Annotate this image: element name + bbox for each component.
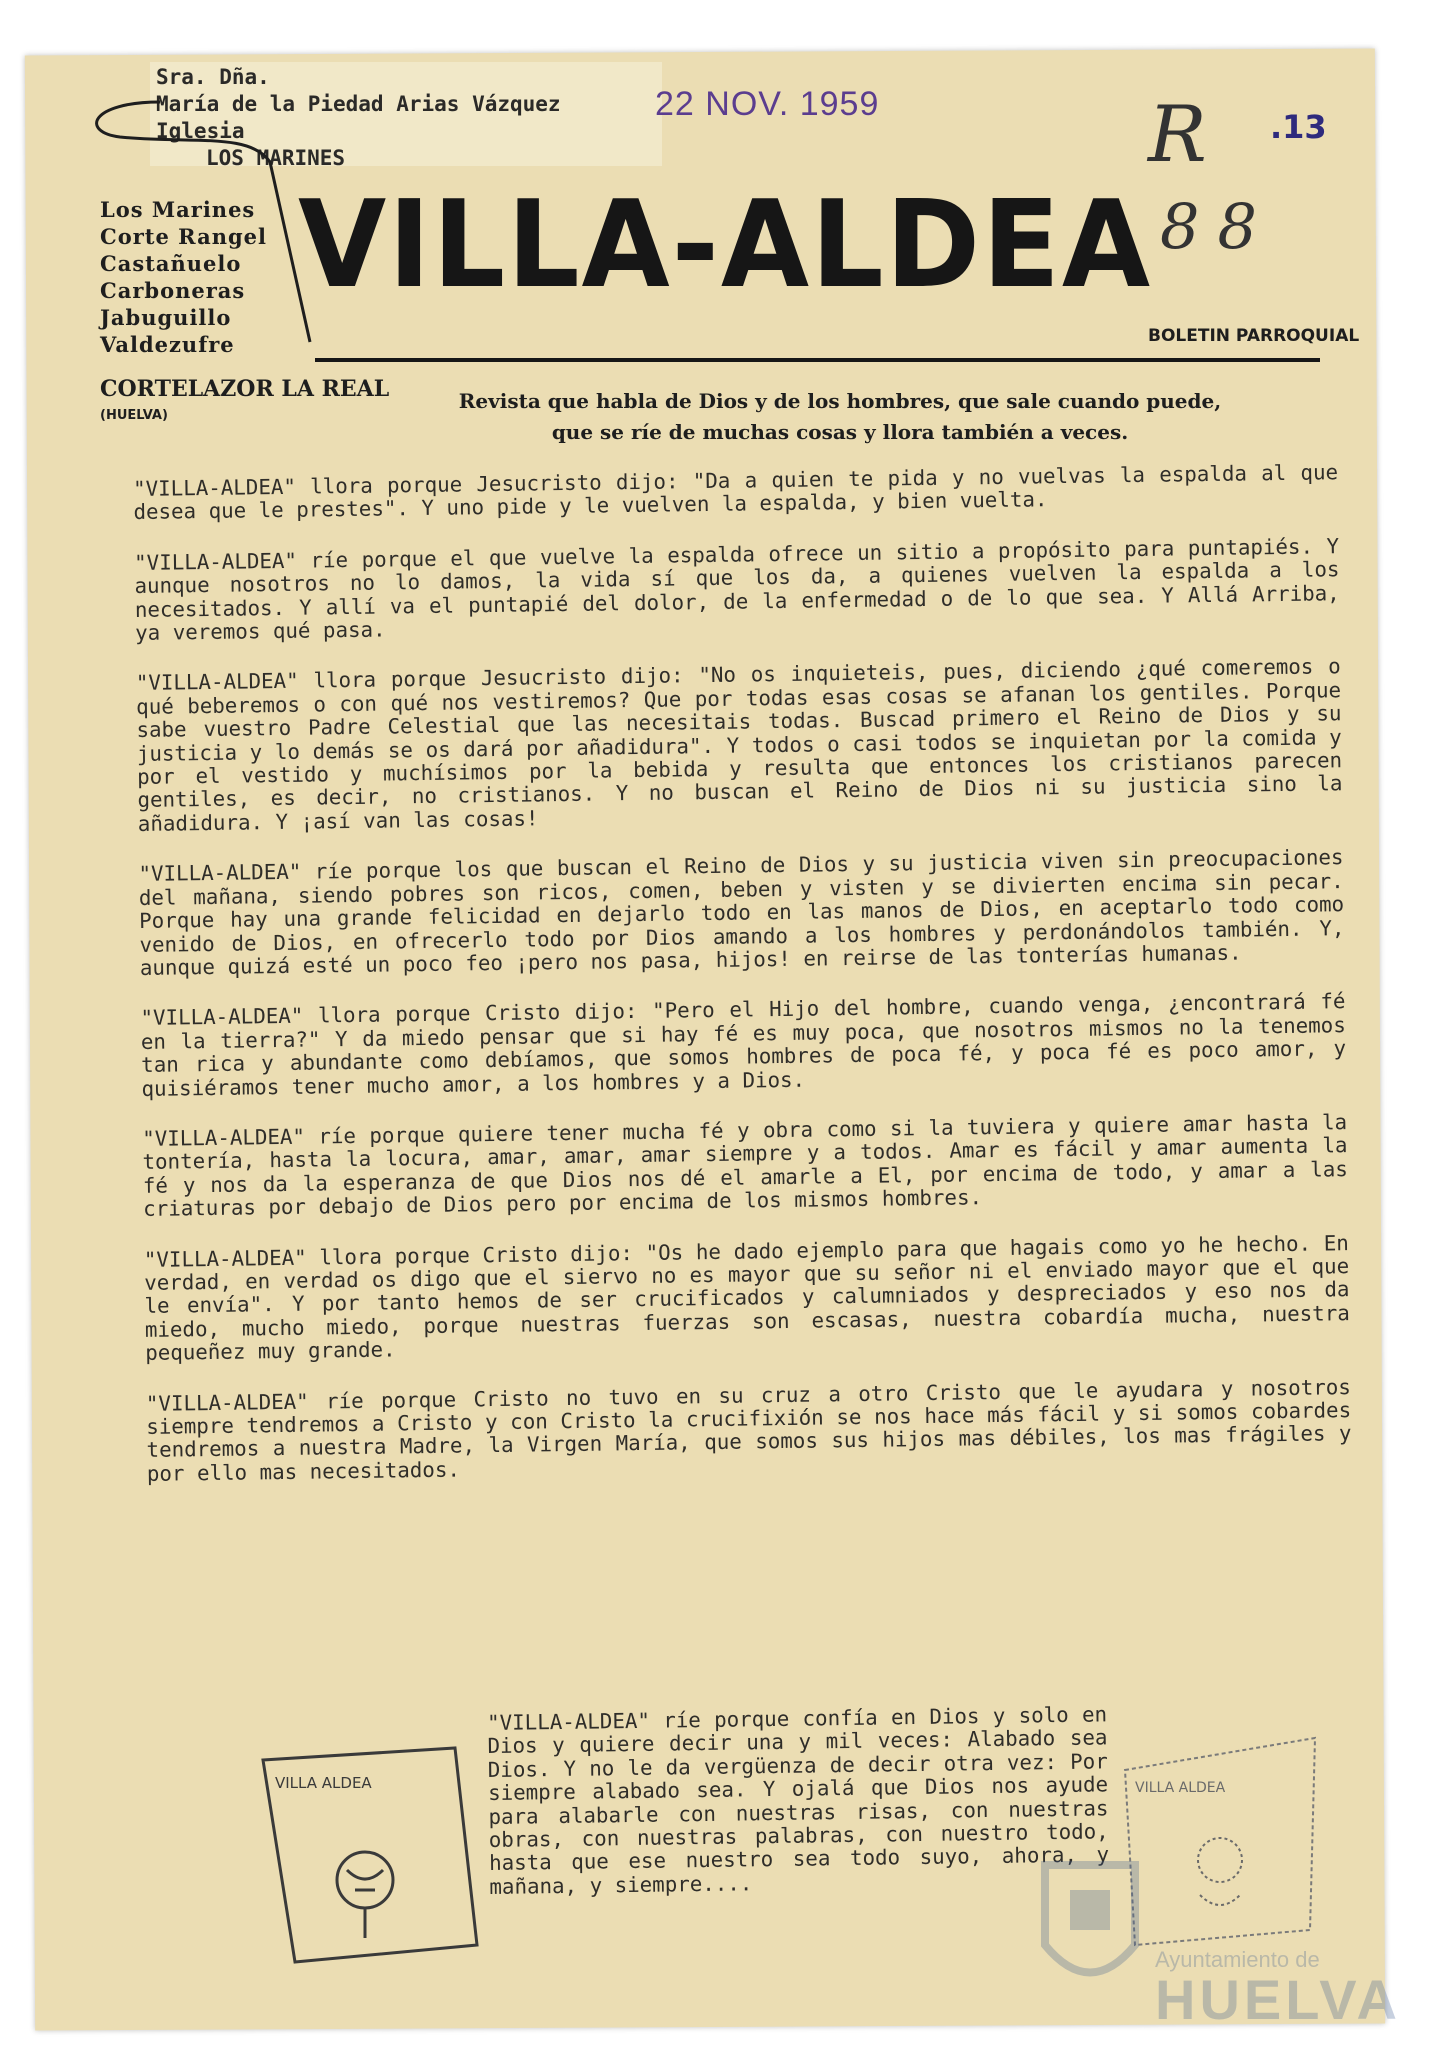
masthead-subtitle: BOLETIN PARROQUIAL bbox=[1148, 326, 1360, 346]
handwritten-number-2: 88 bbox=[1160, 190, 1275, 263]
stamp-left-text: VILLA ALDEA bbox=[275, 1774, 372, 1792]
stamp-left-icon bbox=[255, 1740, 485, 1970]
masthead-title: VILLA-ALDEA bbox=[298, 176, 1152, 315]
masthead-rule bbox=[315, 358, 1320, 362]
article-body bbox=[133, 461, 1352, 1513]
tagline-line-2: que se ríe de muchas cosas y llora también a veces. bbox=[551, 420, 1129, 444]
town-item: Jabuguillo bbox=[100, 305, 232, 330]
tagline-line-1: Revista que habla de Dios y de los hombres, que sale cuando puede, bbox=[458, 389, 1222, 413]
town-item: Carboneras bbox=[100, 278, 246, 303]
paragraph: "VILLA-ALDEA" llora porque Jesucristo dijo: "No os inquieteis, pues, diciendo ¿qué comeremos o qué beberemos o con qué nos vestiremos? Que por todas esas cosas se afanan los gentiles. Porque sabe vuestro Padre Celestial que las necesitais todas. Buscad primero el Reino de Dios y su justicia y lo demás se os dará por añadidura". Y todos o casi todos se inquietan por la comida y por el vestido y muchísimos por la bebida y resulta que entonces los cristianos parecen gentiles, es decir, no cristianos. Y no buscan el Reino de Dios ni su justicia sino la añadidura. Y ¡así van las cosas! bbox=[135, 654, 1343, 836]
paragraph: "VILLA-ALDEA" llora porque Cristo dijo: "Pero el Hijo del hombre, cuando venga, ¿encontrará fé en la tierra?" Y da miedo pensar que si hay fé es muy poca, que nosotros mismos no la tenemos tan rica y abundante como debíamos, que somos hombres de poca fé, y poca fé es poco amor, y quisiéramos tener mucho amor, a los hombres y a Dios. bbox=[140, 989, 1347, 1101]
paragraph: "VILLA-ALDEA" llora porque Cristo dijo: "Os he dado ejemplo para que hagais como yo he hecho. En verdad, en verdad os digo que el siervo no es mayor que su señor ni el enviado mayor que el que le envía". Y por tanto hemos de ser crucificados y calumniados y despreciados y eso nos da miedo, mucho miedo, porque nuestras fuerzas son escasas, nuestra cobardía mucha, nuestra pequeñez muy grande. bbox=[143, 1230, 1350, 1366]
address-line-2: María de la Piedad Arias Vázquez bbox=[156, 92, 561, 116]
watermark-line-1: Ayuntamiento de bbox=[1155, 1947, 1320, 1972]
address-line-1: Sra. Dña. bbox=[156, 65, 270, 89]
paragraph: "VILLA-ALDEA" ríe porque quiere tener mucha fé y obra como si la tuviera y quiere amar hasta la tontería, hasta la locura, amar, amar, amar siempre y a todos. Amar es fácil y amar aumenta la fé y nos da la esperanza de que Dios nos dé el amarle a El, por encima de todo, y amar a las criaturas por debajo de Dios pero por encima de los mismos hombres. bbox=[142, 1110, 1348, 1222]
watermark-line-2: HUELVA bbox=[1155, 1968, 1401, 2031]
address-line-3: Iglesia bbox=[156, 119, 245, 143]
main-town: CORTELAZOR LA REAL bbox=[100, 376, 390, 402]
handwritten-number: .13 bbox=[1270, 108, 1327, 146]
paragraph: "VILLA-ALDEA" llora porque Jesucristo dijo: "Da a quien te pida y no vuelvas la espalda al que desea que le prestes". Y uno pide y le vuelven la espalda, y bien vuelta. bbox=[132, 460, 1339, 525]
paragraph: "VILLA-ALDEA" ríe porque los que buscan el Reino de Dios y su justicia viven sin preocupaciones del mañana, siendo pobres son ricos, comen, beben y visten y se divierten encima sin pecar. Porque hay una grande felicidad en dejarlo todo en las manos de Dios, en aceptarlo todo como venido de Dios, en ofrecerlo todo por Dios amando a los hombres y perdonándolos también. Y, aunque quizá esté un poco feo ¡pero nos pasa, hijos! en reirse de las tonterías humanas. bbox=[138, 845, 1345, 980]
town-item: Castañuelo bbox=[100, 251, 242, 276]
towns-list bbox=[100, 196, 267, 358]
paragraph: "VILLA-ALDEA" ríe porque el que vuelve la espalda ofrece un sitio a propósito para puntapiés. Y aunque nosotros no lo damos, la vida sí que los da, a quienes vuelven la espalda a los necesitados. Y allí va el puntapié del dolor, de la enfermedad o de lo que sea. Y Allá Arriba, ya veremos qué pasa. bbox=[134, 533, 1340, 646]
stamp-right-text: VILLA ALDEA bbox=[1135, 1780, 1226, 1796]
town-item: Corte Rangel bbox=[100, 224, 267, 249]
shield-icon bbox=[1035, 1855, 1145, 2005]
address-line-4: LOS MARINES bbox=[206, 146, 346, 170]
paragraph: "VILLA-ALDEA" ríe porque Cristo no tuvo en su cruz a otro Cristo que le ayudara y nosotros siempre tendremos a Cristo y con Cristo la crucifixión se nos hace más fácil y si somos cobardes tendremos a nuestra Madre, la Virgen María, que somos sus hijos mas débiles, los mas frágiles y por ello mas necesitados. bbox=[145, 1374, 1352, 1486]
town-item: Valdezufre bbox=[100, 332, 235, 357]
date-stamp: 22 NOV. 1959 bbox=[655, 85, 880, 123]
watermark bbox=[1015, 1855, 1405, 2035]
tagline bbox=[420, 386, 1260, 448]
town-item: Los Marines bbox=[100, 197, 256, 222]
handwritten-initial: R bbox=[1148, 90, 1207, 180]
closing-paragraph: "VILLA-ALDEA" ríe porque confía en Dios y solo en Dios y quiere decir una y mil veces: Alabado sea Dios. Y no le da vergüenza de decir otra vez: Por siempre alabado sea. Y ojalá que Dios nos ayude para alabarle con nuestras risas, con nuestras obras, con nuestras palabras, con nuestro todo, hasta que ese nuestro sea todo suyo, ahora, y mañana, y siempre.... bbox=[486, 1702, 1110, 1899]
province: (HUELVA) bbox=[100, 408, 168, 423]
